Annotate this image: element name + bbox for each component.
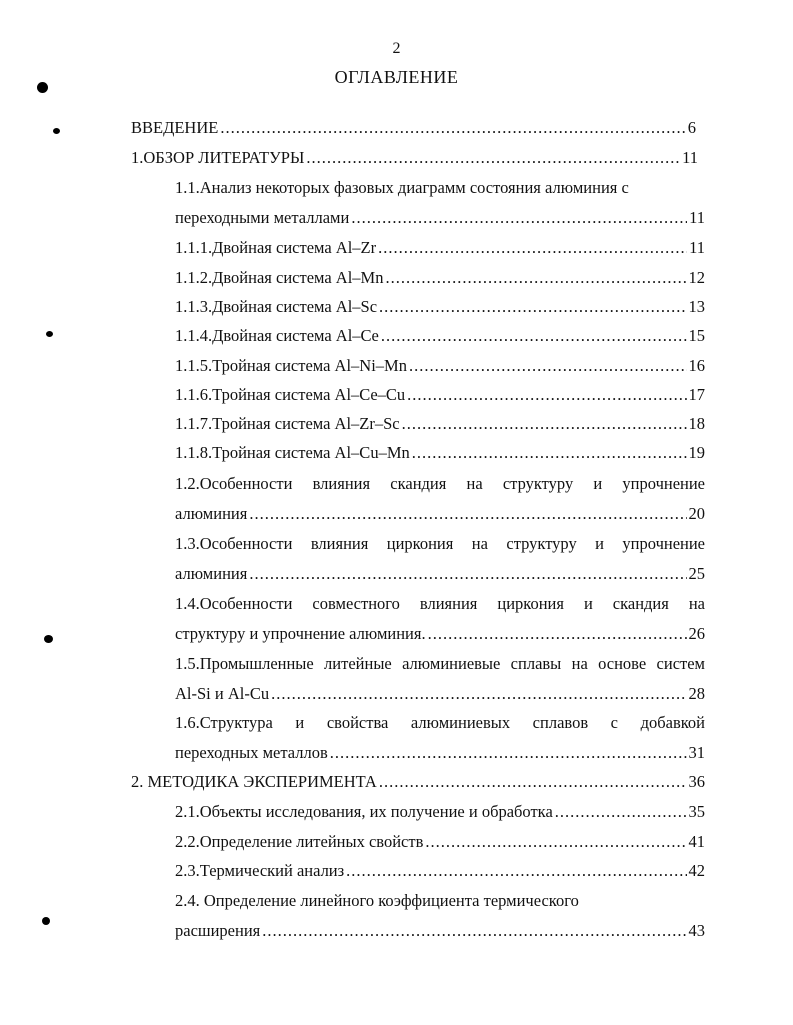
page-ref: 28: [688, 684, 705, 703]
page-ref: 16: [688, 356, 705, 375]
page-ref: 43: [688, 921, 705, 940]
toc-entry-2-1: 2.1.Объекты исследования, их получение и обработка ..... 35: [175, 802, 705, 824]
toc-entry-1-2-line1: 1.2.Особенности влияния скандия на структуру и упрочнение: [175, 474, 705, 493]
toc-entry-1-4-line1: 1.4.Особенности совместного влияния циркония и скандия на: [175, 594, 705, 613]
scan-speck: [44, 635, 53, 643]
toc-entry-chapter-2: 2. МЕТОДИКА ЭКСПЕРИМЕНТА ..... 36: [131, 772, 705, 794]
toc-entry-1-3-line1: 1.3.Особенности влияния циркония на структуру и упрочнение: [175, 534, 705, 553]
page-ref: 11: [682, 148, 698, 167]
scan-speck: [42, 917, 50, 925]
page-ref: 18: [688, 414, 705, 433]
toc-entry-2-4-line1: 2.4. Определение линейного коэффициента термического: [175, 891, 579, 910]
toc-entry-1-1-3: 1.1.3.Двойная система Al–Sc ..... 13: [175, 297, 705, 319]
page-ref: 11: [689, 238, 705, 257]
toc-entry-1-1-7: 1.1.7.Тройная система Al–Zr–Sc ..... 18: [175, 414, 705, 436]
toc-entry-1-6-line1: 1.6.Структура и свойства алюминиевых сплавов с добавкой: [175, 713, 705, 732]
page-ref: 20: [688, 504, 705, 523]
page-ref: 19: [688, 443, 705, 462]
page-title: ОГЛАВЛЕНИЕ: [334, 67, 459, 87]
toc-entry-1-1-1: 1.1.1.Двойная система Al–Zr ..... 11: [175, 238, 705, 260]
toc-entry-1-5-line1: 1.5.Промышленные литейные алюминиевые сплавы на основе систем: [175, 654, 705, 673]
page-ref: 13: [688, 297, 705, 316]
toc-entry-1-2: алюминия ..... 20: [175, 504, 705, 526]
page-ref: 17: [688, 385, 705, 404]
page-ref: 11: [689, 208, 705, 227]
toc-entry-1-3: алюминия ..... 25: [175, 564, 705, 586]
page-ref: 6: [687, 118, 696, 137]
scan-speck: [46, 331, 53, 337]
toc-entry-1-1-8: 1.1.8.Тройная система Al–Cu–Mn ..... 19: [175, 443, 705, 465]
page-ref: 15: [688, 326, 705, 345]
page-ref: 36: [688, 772, 705, 791]
page-ref: 41: [688, 832, 705, 851]
toc-entry-1-1-line1: 1.1.Анализ некоторых фазовых диаграмм состояния алюминия с: [175, 178, 629, 197]
toc-entry-1-6: переходных металлов ..... 31: [175, 743, 705, 765]
toc-entry-1-1-2: 1.1.2.Двойная система Al–Mn ..... 12: [175, 268, 705, 290]
toc-entry-1-5: Al-Si и Al-Cu ..... 28: [175, 684, 705, 706]
page-ref: 35: [688, 802, 705, 821]
page-ref: 25: [688, 564, 705, 583]
page-ref: 31: [688, 743, 705, 762]
page-ref: 12: [688, 268, 705, 287]
toc-entry-1-1: переходными металлами ..... 11: [175, 208, 705, 230]
page-ref: 26: [688, 624, 705, 643]
toc-entry-2-4: расширения ..... 43: [175, 921, 705, 943]
toc-entry-1-4: структуру и упрочнение алюминия. ..... 26: [175, 624, 705, 646]
toc-entry-intro: ВВЕДЕНИЕ ..... 6: [131, 118, 696, 140]
page-ref: 42: [688, 861, 705, 880]
toc-entry-1-1-4: 1.1.4.Двойная система Al–Ce ..... 15: [175, 326, 705, 348]
scan-speck: [37, 82, 48, 93]
page-number: 2: [392, 40, 401, 57]
scan-speck: [53, 128, 60, 134]
toc-entry-chapter-1: 1.ОБЗОР ЛИТЕРАТУРЫ ..... 11: [131, 148, 698, 170]
toc-entry-1-1-6: 1.1.6.Тройная система Al–Ce–Cu ..... 17: [175, 385, 705, 407]
toc-entry-2-2: 2.2.Определение литейных свойств ..... 41: [175, 832, 705, 854]
toc-entry-2-3: 2.3.Термический анализ ..... 42: [175, 861, 705, 883]
toc-entry-1-1-5: 1.1.5.Тройная система Al–Ni–Mn ..... 16: [175, 356, 705, 378]
